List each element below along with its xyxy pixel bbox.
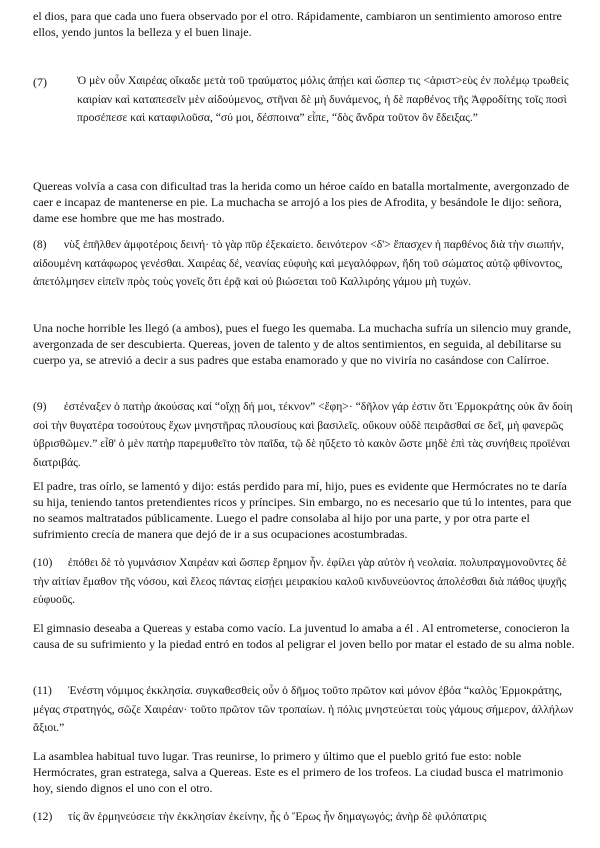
verse-number-11: (11) [33, 684, 52, 697]
verse-number-10: (10) [33, 556, 53, 569]
paragraph-7-greek: Ὁ μὲν οὖν Χαιρέας οἴκαδε μετὰ τοῦ τραύματος μόλις ἀπῄει καὶ ὥσπερ τις <ἀριστ>εὺς ἐν πολέμῳ τρωθεὶς καιρίαν καὶ καταπεσεῖν μὲν αἰδούμενος, στῆναι δὲ μὴ δυνάμενος, ἡ δὲ παρθένος τῆς Ἀφροδίτης τοῖς ποσὶ προσέπεσε καὶ καταφιλοῦσα, “σύ μοι, δέσποινα” εἶπε, “δὸς ἄνδρα τοῦτον ὃν ἔδειξας.” [77, 74, 569, 124]
verse-number-7: (7) [33, 75, 47, 89]
paragraph-11-greek [33, 682, 578, 738]
paragraph-9-spanish: El padre, tras oírlo, se lamentó y dijo: estás perdido para mí, hijo, pues es evidente que Hermócrates no te daría su hija, teniendo tantos pretendientes ricos y príncipes. Sin embargo, no es necesario que tú lo intentes, para que no seamos maltratados públicamente. Luego el padre consolaba al hijo por una parte, y por otra parte el sufrimiento crecía de manera que dejó de ir a sus ocupaciones acostumbradas. [33, 479, 572, 541]
paragraph-intro-es: el dios, para que cada uno fuera observado por el otro. Rápidamente, cambiaron un sentimiento amoroso entre ellos, yendo juntos la belleza y el buen linaje. [33, 9, 562, 39]
paragraph-10-spanish: El gimnasio deseaba a Quereas y estaba como vacío. La juventud lo amaba a él . Al entrometerse, conocieron la causa de su sufrimiento y la piedad entró en todos al peligrar el joven bello por matar el estado de su alma noble. [33, 621, 575, 651]
paragraph-8-greek [33, 236, 578, 292]
paragraph-12-greek [33, 808, 578, 827]
paragraph-8-greek-text: νὺξ ἐπῆλθεν ἀμφοτέροις δεινή· τὸ γὰρ πῦρ ἐξεκαίετο. δεινότερον <δ'> ἔπασχεν ἡ παρθένος διὰ τὴν σιωπήν, αἰδουμένη κατάφωρος γενέσθαι. Χαιρέας δέ, νεανίας εὐφυὴς καὶ μεγαλόφρων, ἤδη τοῦ σώματος αὐτῷ φθίνοντος, ἀπετόλμησεν εἰπεῖν πρὸς τοὺς γονεῖς ὅτι ἐρᾷ καὶ οὐ βιώσεται τοῦ Καλλιρόης γάμου μὴ τυχών. [33, 238, 564, 288]
paragraph-10-greek-text: ἐπόθει δὲ τὸ γυμνάσιον Χαιρέαν καὶ ὥσπερ ἔρημον ἦν. ἐφίλει γὰρ αὐτὸν ἡ νεολαία. πολυπραγμονοῦντες δὲ τὴν αἰτίαν ἔμαθον τῆς νόσου, καὶ ἔλεος πάντας εἰσῄει μειρακίου καλοῦ κινδυνεύοντος ἀπολέσθαι διὰ πάθος ψυχῆς εὐφυοῦς. [33, 556, 567, 606]
paragraph-10-greek [33, 554, 578, 610]
paragraph-9-greek-text: ἐστέναξεν ὁ πατὴρ ἀκούσας καί “οἴχῃ δή μοι, τέκνον” <ἔφη>· “δῆλον γάρ ἐστιν ὅτι Ἑρμοκράτης οὐκ ἂν δοίη σοὶ τὴν θυγατέρα τοσούτους ἔχων μνηστῆρας πλουσίους καὶ βασιλεῖς. οὔκουν οὐδὲ πειρᾶσθαί σε δεῖ, μὴ φανερῶς ὑβρισθῶμεν.” εἶθ' ὁ μὲν πατὴρ παρεμυθεῖτο τὸν παῖδα, τῷ δὲ ηὔξετο τὸ κακὸν ὥστε μηδὲ ἐπὶ τὰς συνήθεις προϊέναι διατριβάς. [33, 400, 573, 469]
paragraph-12-greek-text: τίς ἂν ἑρμηνεύσειε τὴν ἐκκλησίαν ἐκείνην, ἧς ὁ Ἔρως ἦν δημαγωγός; ἀνὴρ δὲ φιλόπατρις [67, 810, 487, 823]
paragraph-9-greek [33, 398, 578, 472]
paragraph-7-spanish: Quereas volvía a casa con dificultad tras la herida como un héroe caído en batalla mortalmente, avergonzado de caer e incapaz de mantenerse en pie. La muchacha se arrojó a los pies de Afrodita, y besándole le dijo: señora, dame ese hombre que me has mostrado. [33, 179, 570, 225]
paragraph-11-greek-text: Ἐνέστη νόμιμος ἐκκλησία. συγκαθεσθεὶς οὖν ὁ δῆμος τοῦτο πρῶτον καὶ μόνον ἐβόα “καλὸς Ἑρμοκράτης, μέγας στρατηγός, σῶζε Χαιρέαν· τοῦτο πρῶτον τῶν τροπαίων. ἡ πόλις μνηστεύεται τοὺς γάμους σήμερον, ἀλλήλων ἄξιοι.” [33, 684, 574, 734]
verse-number-12: (12) [33, 810, 53, 823]
verse-number-9: (9) [33, 400, 47, 413]
paragraph-11-spanish: La asamblea habitual tuvo lugar. Tras reunirse, lo primero y último que el pueblo gritó fue esto: noble Hermócrates, gran estratega, salva a Quereas. Este es el primero de los trofeos. La ciudad busca el matrimonio hoy, siendo dignos el uno con el otro. [33, 749, 564, 795]
verse-number-8: (8) [33, 238, 47, 251]
paragraph-8-spanish: Una noche horrible les llegó (a ambos), pues el fuego les quemaba. La muchacha sufría un silencio muy grande, avergonzada de ser descubierta. Quereas, joven de talento y de altos sentimientos, en seguida, al debilitarse su cuerpo ya, se atrevió a decir a sus padres que estaba enamorado y que no viviría no casándose con Calírroe. [33, 321, 572, 367]
